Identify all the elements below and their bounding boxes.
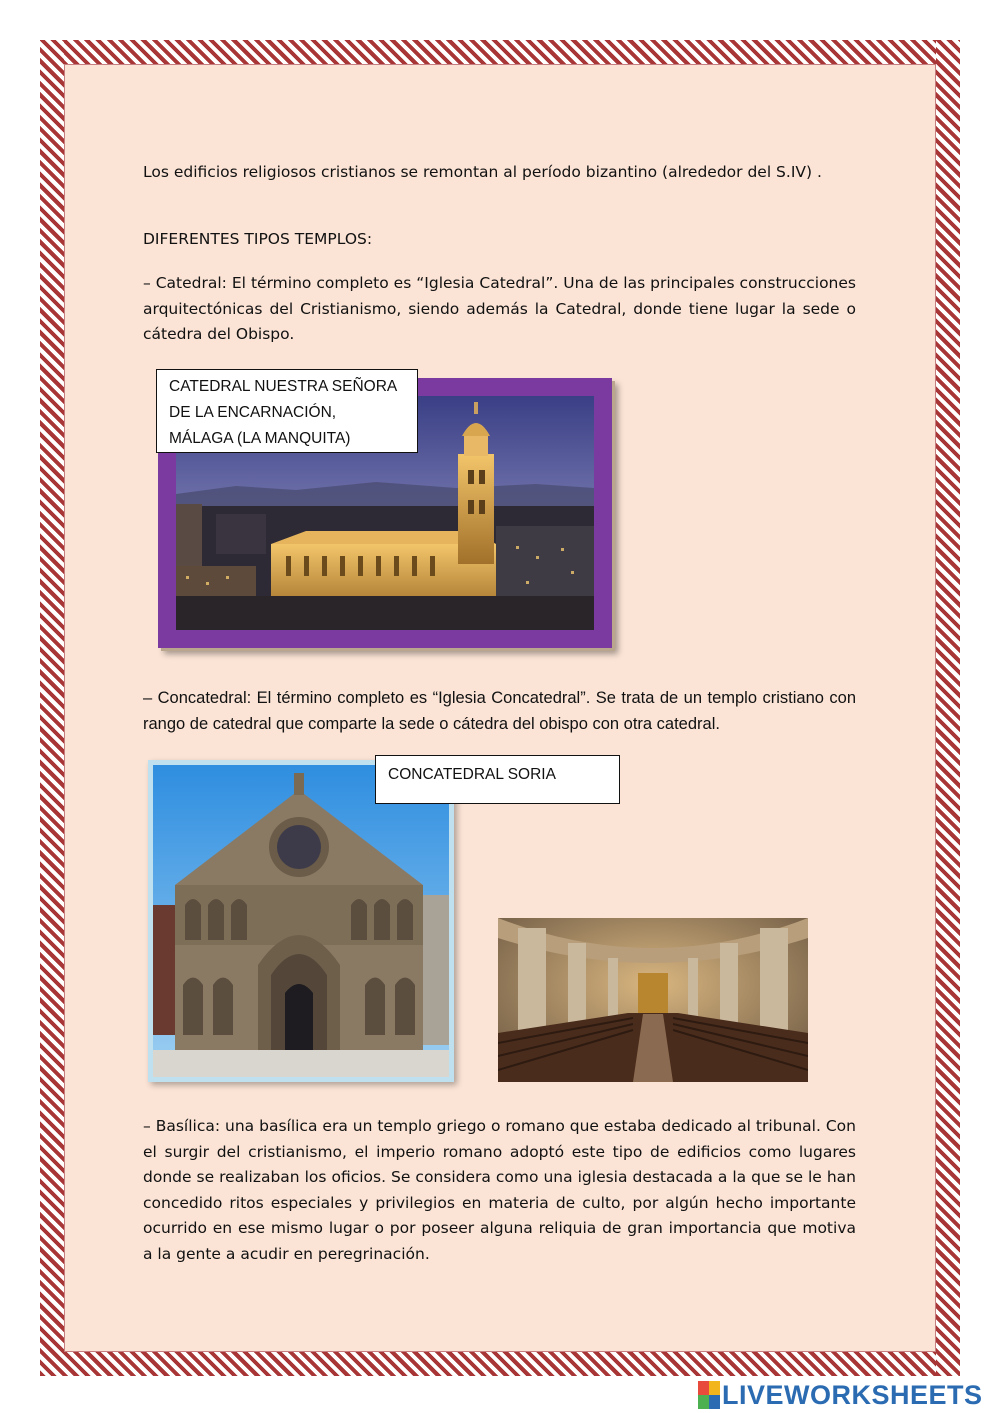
concatedral-caption-line: CONCATEDRAL SORIA xyxy=(388,766,556,783)
concatedral-paragraph: – Concatedral: El término completo es “Iglesia Concatedral”. Se trata de un templo cristiano con rango de catedral que comparte la sede o cátedra del obispo con otra catedral. xyxy=(143,689,856,733)
catedral-caption-line: CATEDRAL NUESTRA SEÑORA xyxy=(169,378,398,395)
catedral-caption-line: DE LA ENCARNACIÓN, xyxy=(169,404,337,421)
concatedral-photo-frame xyxy=(148,760,454,1082)
concatedral-caption-box xyxy=(375,755,620,804)
decorative-border-top xyxy=(40,40,960,64)
soria-concatedral-photo xyxy=(153,765,449,1077)
watermark-text: LIVEWORKSHEETS xyxy=(722,1379,983,1410)
decorative-border-bottom xyxy=(40,1352,960,1376)
catedral-caption-line: MÁLAGA (LA MANQUITA) xyxy=(169,430,351,447)
basilica-paragraph: – Basílica: una basílica era un templo griego o romano que estaba dedicado al tribunal. Con el surgir del cristianismo, el imperio romano adoptó este tipo de edificios como lugares donde se realizaban los oficios. Se considera como una iglesia destacada a la que se le han concedido ritos especiales y privilegios en materia de culto, por algún hecho importante ocurrido en ese mismo lugar o por poseer alguna reliquia de gran importancia que motiva a la gente a acudir en peregrinación. xyxy=(143,1117,856,1263)
catedral-caption-box xyxy=(156,369,418,453)
liveworksheets-icon xyxy=(698,1381,720,1409)
types-heading: DIFERENTES TIPOS TEMPLOS: xyxy=(143,230,373,248)
liveworksheets-logo xyxy=(698,1378,983,1412)
church-interior-photo xyxy=(498,918,808,1082)
decorative-border-right xyxy=(936,40,960,1376)
intro-paragraph: Los edificios religiosos cristianos se remontan al período bizantino (alrededor del S.IV) . xyxy=(143,163,822,181)
decorative-border-left xyxy=(40,40,64,1376)
catedral-paragraph: – Catedral: El término completo es “Iglesia Catedral”. Una de las principales construcciones arquitectónicas del Cristianismo, siendo además la Catedral, donde tiene lugar la sede o cátedra del Obispo. xyxy=(143,274,856,343)
